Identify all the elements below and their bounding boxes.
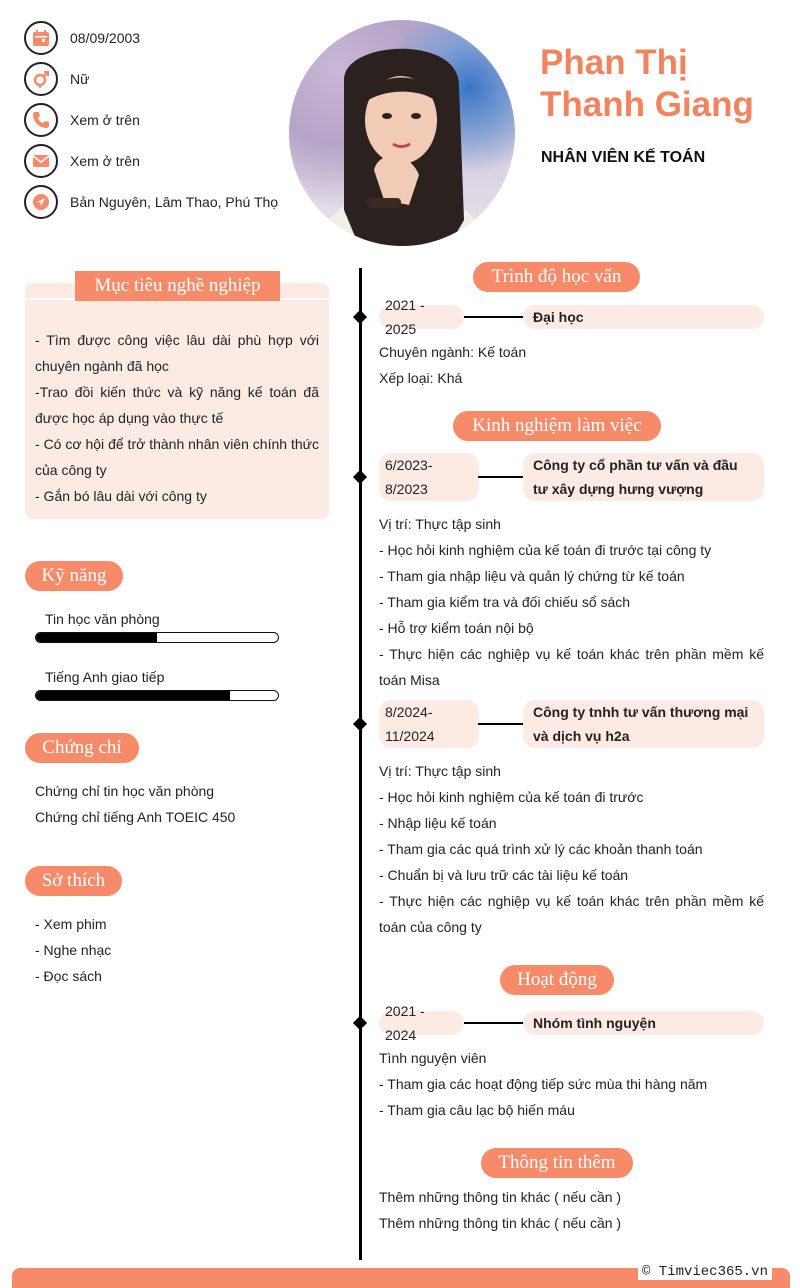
phone-icon bbox=[24, 103, 58, 137]
education-line: Chuyên ngành: Kế toán bbox=[379, 344, 527, 360]
connector-line bbox=[464, 1022, 524, 1024]
extra-line: Thêm những thông tin khác ( nếu cần ) bbox=[379, 1215, 622, 1231]
timeline-marker bbox=[353, 1016, 367, 1030]
activity-line: Tình nguyện viên bbox=[379, 1050, 487, 1066]
job-details bbox=[379, 758, 764, 940]
contact-birthdate bbox=[24, 21, 140, 55]
calendar-icon bbox=[24, 21, 58, 55]
contact-gender bbox=[24, 62, 89, 96]
hobbies-heading: Sở thích bbox=[25, 866, 122, 896]
career-goal-heading: Mục tiêu nghề nghiệp bbox=[75, 271, 280, 301]
goal-line: - Gắn bó lâu dài với công ty bbox=[35, 488, 207, 504]
job-line: - Thực hiện các nghiệp vụ kế toán khác trên phần mềm kế toán Misa bbox=[379, 646, 764, 688]
education-details bbox=[379, 339, 764, 391]
timeline-line bbox=[359, 268, 362, 1260]
job-line: - Học hỏi kinh nghiệm của kế toán đi trước bbox=[379, 789, 644, 805]
job-title: NHÂN VIÊN KẾ TOÁN bbox=[541, 149, 706, 166]
timeline-marker bbox=[353, 470, 367, 484]
job-line: Vị trí: Thực tập sinh bbox=[379, 763, 501, 779]
activities-heading: Hoạt động bbox=[500, 965, 614, 995]
job-line: - Nhập liệu kế toán bbox=[379, 815, 497, 831]
activity-line: - Tham gia câu lạc bộ hiến máu bbox=[379, 1102, 575, 1118]
phone-text: Xem ở trên bbox=[70, 112, 140, 128]
education-line: Xếp loại: Khá bbox=[379, 370, 463, 386]
career-goal-text bbox=[35, 327, 319, 509]
timeline-marker bbox=[353, 310, 367, 324]
email-text: Xem ở trên bbox=[70, 153, 140, 169]
connector-line bbox=[464, 316, 524, 318]
certificate-item: Chứng chỉ tiếng Anh TOEIC 450 bbox=[35, 809, 236, 825]
job-date: 8/2024- 11/2024 bbox=[379, 700, 479, 748]
goal-line: -Trao đồi kiến thức và kỹ năng kế toán đã được học áp dụng vào thực tế bbox=[35, 384, 319, 426]
job-line: - Chuẩn bị và lưu trữ các tài liệu kế toán bbox=[379, 867, 629, 883]
job-line: - Học hỏi kinh nghiệm của kế toán đi trước tại công ty bbox=[379, 542, 712, 558]
skills-heading: Kỹ năng bbox=[25, 561, 123, 591]
activity-line: - Tham gia các hoạt động tiếp sức mùa thi hàng năm bbox=[379, 1076, 708, 1092]
location-icon bbox=[24, 185, 58, 219]
job-details bbox=[379, 511, 764, 693]
job-company: Công ty cổ phần tư vấn và đầu tư xây dựng hưng vượng bbox=[523, 453, 764, 501]
birthdate-text: 08/09/2003 bbox=[70, 30, 141, 46]
candidate-name: Phan Thị Thanh Giang bbox=[540, 43, 754, 124]
copyright-text: © Timviec365.vn bbox=[638, 1264, 772, 1280]
skill-bar bbox=[35, 632, 279, 643]
education-org: Đại học bbox=[523, 305, 764, 329]
activity-date: 2021 - 2024 bbox=[379, 1011, 464, 1035]
gender-icon bbox=[24, 62, 58, 96]
connector-line bbox=[478, 723, 524, 725]
skill-fill bbox=[36, 691, 230, 700]
email-icon bbox=[24, 144, 58, 178]
connector-line bbox=[478, 476, 524, 478]
extra-info-heading: Thông tin thêm bbox=[481, 1148, 633, 1178]
job-line: - Tham gia các quá trình xử lý các khoản thanh toán bbox=[379, 841, 703, 857]
activity-org: Nhóm tình nguyện bbox=[523, 1011, 764, 1035]
skill-label: Tiếng Anh giao tiếp bbox=[45, 669, 165, 685]
job-line: - Tham gia kiểm tra và đối chiếu sổ sách bbox=[379, 594, 631, 610]
education-heading: Trình độ học vấn bbox=[473, 262, 640, 292]
job-line: - Thực hiện các nghiệp vụ kế toán khác trên phần mềm kế toán của công ty bbox=[379, 893, 764, 935]
job-date: 6/2023- 8/2023 bbox=[379, 453, 479, 501]
contact-email bbox=[24, 144, 140, 178]
extra-line: Thêm những thông tin khác ( nếu cần ) bbox=[379, 1189, 622, 1205]
address-text: Bản Nguyên, Lâm Thao, Phú Thọ bbox=[70, 194, 279, 210]
skill-label: Tin học văn phòng bbox=[45, 611, 160, 627]
certificate-item: Chứng chỉ tin học văn phòng bbox=[35, 783, 215, 799]
extra-info-details bbox=[379, 1184, 764, 1236]
timeline-marker bbox=[353, 717, 367, 731]
contact-address bbox=[24, 185, 278, 219]
hobby-item: - Đọc sách bbox=[35, 968, 102, 984]
contact-phone bbox=[24, 103, 140, 137]
goal-line: - Tìm được công việc lâu dài phù hợp với chuyên ngành đã học bbox=[35, 332, 319, 374]
job-company: Công ty tnhh tư vấn thương mại và dịch vụ h2a bbox=[523, 700, 764, 748]
skill-bar bbox=[35, 690, 279, 701]
profile-photo bbox=[289, 20, 515, 246]
experience-heading: Kinh nghiệm làm việc bbox=[453, 411, 661, 441]
skill-fill bbox=[36, 633, 157, 642]
job-line: - Hỗ trợ kiểm toán nội bộ bbox=[379, 620, 534, 636]
goal-line: - Có cơ hội để trở thành nhân viên chính thức của công ty bbox=[35, 436, 319, 478]
education-date: 2021 - 2025 bbox=[379, 305, 464, 329]
hobby-item: - Xem phim bbox=[35, 916, 107, 932]
job-line: Vị trí: Thực tập sinh bbox=[379, 516, 501, 532]
certificates-heading: Chứng chỉ bbox=[25, 733, 139, 763]
job-line: - Tham gia nhập liệu và quản lý chứng từ kế toán bbox=[379, 568, 685, 584]
hobby-item: - Nghe nhạc bbox=[35, 942, 112, 958]
activity-details bbox=[379, 1045, 764, 1123]
gender-text: Nữ bbox=[70, 71, 90, 87]
